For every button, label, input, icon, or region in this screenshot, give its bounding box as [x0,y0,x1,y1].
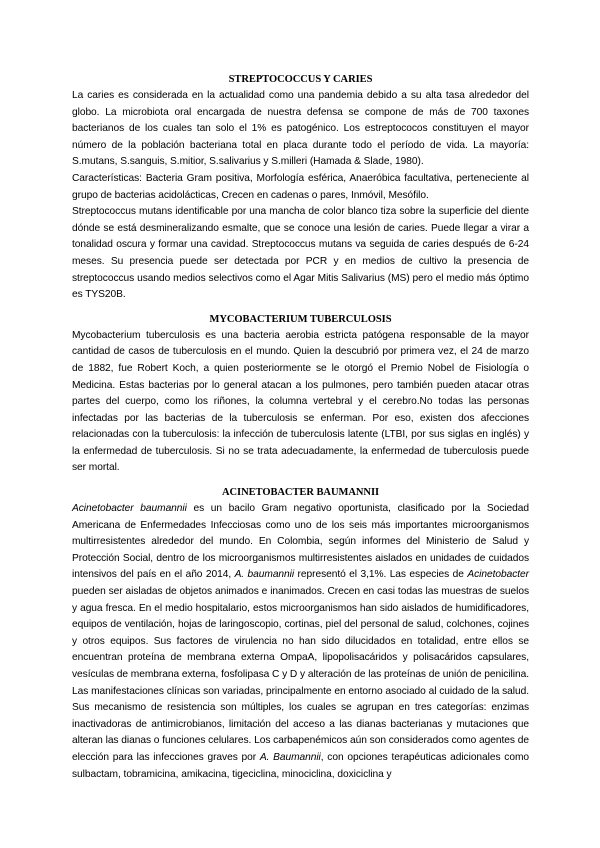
organism-name: Acinetobacter baumannii [72,503,187,515]
organism-name: A. Baumannii [259,751,321,763]
document-body [72,72,529,783]
section-title-streptococcus: STREPTOCOCCUS Y CARIES [228,74,373,85]
text-run: representó el 3,1%. Las especies de [294,569,468,581]
text-run: pueden ser aisladas de objetos animados e inanimados. Crecen en casi todas las muestras de suelos y agua fresca. En el medio hospitalario, estos microorganismos han sido aislados de humidificadores, equipos de ventilación, hojas de laringoscopio, cortinas, piel del personal de salud, colchones, cojines y otros equipos. Sus factores de virulencia no han sido dilucidados en totalidad, entre ellos se encuentran proteína de membrana externa OmpaA, lipopolisacáridos y polisacáridos capsulares, vesículas de membrana externa, fosfolipasa C y D y alteración de las proteínas de unión de penicilina. Las manifestaciones clínicas son variadas, principalmente en entorno asociado al cuidado de la salud. Sus mecanismo de resistencia son múltiples, los cuales se agrupan en tres categorías: enzimas inactivadoras de antimicrobianos, limitación del acceso a las dianas bacterianas y mutaciones que alteran las dianas o funciones celulares. Los carbapenémicos aún son considerados como agentes de elección para las infecciones graves por [72,586,529,763]
section-spacer [72,477,529,485]
text-run: , con opciones terapéuticas adicionales como sulbactam, tobramicina, amikacina, tigeciclina, minociclina, doxiciclina y [72,751,529,780]
paragraph-characteristics: Características: Bacteria Gram positiva, Morfología esférica, Anaeróbica facultativa, perteneciente al grupo de bacterias acidolácticas, Crecen en cadenas o pares, Inmóvil, Mesófilo. [72,172,529,201]
organism-name: A. baumannii [234,569,295,581]
paragraph-streptococcus-mutans: Streptococcus mutans identificable por una mancha de color blanco tiza sobre la superficie del diente dónde se está desmineralizando esmalte, que se conoce una lesión de caries. Puede llegar a virar a tonalidad oscura y formar una cavidad. Streptococcus mutans va seguida de caries después de 6-24 meses. Su presencia puede ser detectada por PCR y en medios de cultivo la presencia de streptococcus usando medios selectivos como el Agar Mitis Salivarius (MS) pero el medio más óptimo es TYS20B. [72,206,529,301]
section-title-mycobacterium: MYCOBACTERIUM TUBERCULOSIS [209,313,392,325]
paragraph-tuberculosis: Mycobacterium tuberculosis es una bacteria aerobia estricta patógena responsable de la mayor cantidad de casos de tuberculosis en el mundo. Quien la descubrió por primera vez, el 24 de marzo de 1882, fue Robert Koch, a quien posteriormente se le otorgó el Premio Nobel de Fisiología o Medicina. Estas bacterias por lo general atacan a los pulmones, pero también pueden atacar otras partes del cuerpo, como los riñones, la columna vertebral y el cerebro.No todas las personas infectadas por las bacterias de la tuberculosis se enferman. Por eso, existen dos afecciones relacionadas con la tuberculosis: la infección de tuberculosis latente (LTBI, por sus siglas en inglés) y la enfermedad de tuberculosis. Si no se trata adecuadamente, la enfermedad de tuberculosis puede ser mortal. [72,329,529,474]
paragraph-caries-intro: La caries es considerada en la actualidad como una pandemia debido a su alta tasa alrededor del globo. La microbiota oral encargada de nuestra defensa se compone de más de 700 taxones bacterianos de los cuales tan solo el 1% es patogénico. Los estreptococos constituyen el mayor número de la población bacteriana total en placa durante todo el período de vida. La mayoría: S.mutans, S.sanguis, S.mitior, S.salivarius y S.milleri (Hamada & Slade, 1980). [72,90,529,168]
organism-name: Acinetobacter [467,569,529,581]
paragraph-acinetobacter [72,501,529,783]
text-run: es un bacilo Gram negativo oportunista, clasificado por la Sociedad Americana de Enfermedades Infecciosas como uno de los seis más importantes microorganismos multirresistentes alrededor del mundo. En Colombia, según informes del Ministerio de Salud y Protección Social, dentro de los microorganismos multirresistentes aislados en unidades de cuidados intensivos del país en el año 2014, [72,503,529,581]
section-spacer [72,304,529,312]
section-title-acinetobacter: ACINETOBACTER BAUMANNII [221,487,380,499]
